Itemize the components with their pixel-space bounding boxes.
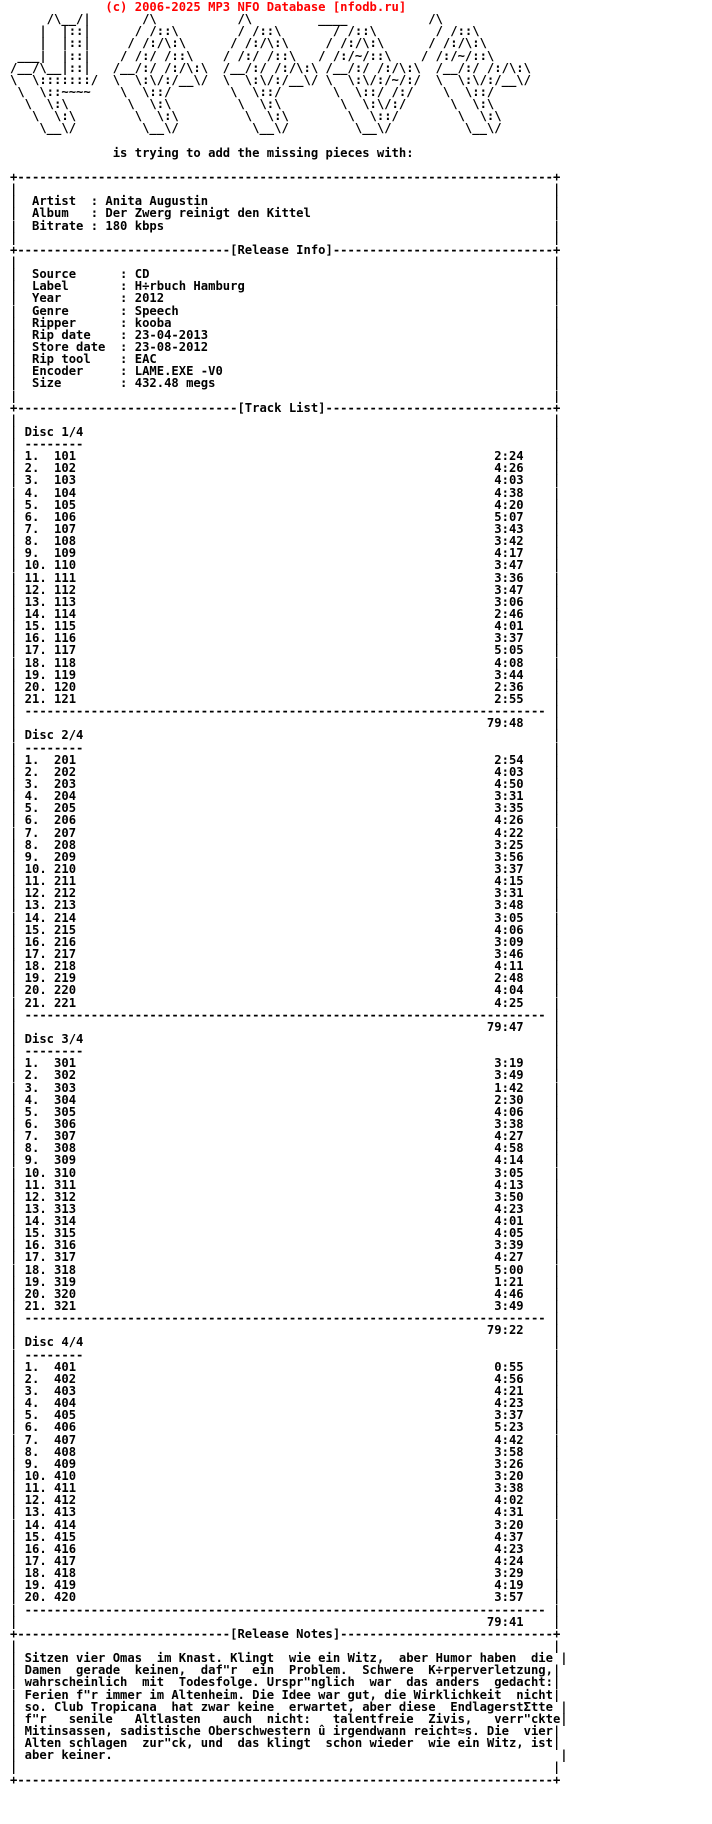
ascii-art-line: \ \::~~~~ \ \::/ \ \::/ \ \::/ /:/ \ \::/ (10, 84, 495, 99)
nfo-line: | Year : 2012 | (10, 291, 561, 306)
nfo-line: | 8. 408 3:58 | (10, 1444, 561, 1459)
nfo-line: | 3. 203 4:50 | (10, 777, 561, 791)
nfo-line: | Size : 432.48 megs | (10, 376, 561, 391)
nfo-line: | 11. 211 4:15 | (10, 874, 561, 889)
nfo-line: | aber keiner. | (10, 1748, 568, 1763)
nfo-line: | 9. 209 3:56 | (10, 849, 561, 864)
nfo-line: | 9. 409 3:26 | (10, 1456, 561, 1471)
nfo-document (10, 1, 568, 1786)
nfo-line: | 16. 416 4:23 | (10, 1541, 561, 1556)
nfo-line: | Artist : Anita Augustin | (10, 194, 561, 209)
nfo-line: | 79:47 | (10, 1019, 561, 1034)
ascii-art-line: /\__/| /\ /\ ____ /\ (10, 12, 443, 27)
nfo-line: | | (10, 1638, 561, 1653)
nfo-line: | Rip tool : EAC | (10, 352, 561, 367)
nfo-line: | 4. 104 4:38 | (10, 485, 561, 500)
nfo-line: | 1. 101 2:24 | (10, 449, 561, 464)
nfo-line: | | (10, 388, 561, 403)
nfo-line: | Disc 1/4 | (10, 424, 561, 439)
nfo-line: | 2. 302 3:49 | (10, 1068, 561, 1083)
nfo-line: | -------- | (10, 1347, 561, 1362)
nfo-line: | 20. 120 2:36 | (10, 679, 561, 694)
nfo-line: | 12. 312 3:50 | (10, 1189, 561, 1204)
nfo-line: | 13. 213 3:48 | (10, 898, 561, 913)
nfo-line: | 20. 420 3:57 | (10, 1590, 561, 1605)
nfo-line: | 4. 404 4:23 | (10, 1396, 561, 1411)
nfo-line: | 11. 111 3:36 | (10, 570, 561, 585)
nfo-line: | 14. 114 2:46 | (10, 607, 561, 622)
nfo-line: | 12. 112 3:47 | (10, 582, 561, 597)
nfo-line: | Album : Der Zwerg reinigt den Kittel | (10, 206, 561, 221)
nfo-line: | 13. 113 3:06 | (10, 594, 561, 609)
nfo-body-text (10, 146, 568, 1787)
nfo-line: | 13. 413 4:31 | (10, 1505, 561, 1520)
nfo-line: | Encoder : LAME.EXE -V0 | (10, 364, 561, 379)
nfo-line: | 5. 205 3:35 | (10, 801, 561, 816)
nfo-line: | 5. 405 3:37 | (10, 1408, 561, 1423)
nfo-line: | 19. 119 3:44 | (10, 667, 561, 682)
nfo-line: | 19. 419 4:19 | (10, 1578, 561, 1593)
nfo-line: | 8. 108 3:42 | (10, 534, 561, 549)
nfo-line: +-------------------------------------------------------------------------+ (10, 169, 561, 184)
nfo-line: | 9. 309 4:14 | (10, 1153, 561, 1168)
nfo-line: | | (10, 254, 561, 269)
nfo-line: | 9. 109 4:17 | (10, 546, 561, 561)
ascii-art-line: \__\/ \__\/ \__\/ \__\/ \__\/ (10, 121, 502, 136)
nfo-line: | 16. 216 3:09 | (10, 934, 561, 949)
nfo-line: | 13. 313 4:23 | (10, 1201, 561, 1216)
nfo-line: | 17. 317 4:27 | (10, 1250, 561, 1265)
nfo-line: | 6. 306 3:38 | (10, 1116, 561, 1131)
nfo-line: | Disc 4/4 | (10, 1335, 561, 1350)
nfo-line: | 79:48 | (10, 716, 561, 731)
nfo-line: | 15. 415 4:37 | (10, 1529, 561, 1544)
nfo-line: | 10. 410 3:20 | (10, 1469, 561, 1484)
nfo-line: | 12. 412 4:02 | (10, 1493, 561, 1508)
nfo-line: | ----------------------------------------------------------------------- | (10, 704, 561, 719)
nfo-line: | Store date : 23-08-2012 | (10, 339, 561, 354)
nfo-line: | 79:22 | (10, 1323, 561, 1338)
nfo-line: | Sitzen vier Omas im Knast. Klingt wie ein Witz, aber Humor haben die | (10, 1651, 568, 1666)
nfo-line: | Ferien f"r immer im Altenheim. Die Idee war gut, die Wirklichkeit nicht| (10, 1687, 561, 1702)
nfo-line: | | (10, 1760, 561, 1775)
nfo-line: +-----------------------------[Release Info]------------------------------+ (10, 242, 561, 257)
nfo-line: | 18. 118 4:08 | (10, 655, 561, 670)
nfo-line: | 21. 221 4:25 | (10, 995, 561, 1010)
nfo-line: | | (10, 230, 561, 245)
ascii-art-line: \ \:::::::/ \ \:\/:/__\/ \ \:\/:/__\/ \ \:\/:/~/:/ \ \:\/:/__\/ (10, 72, 531, 87)
nfo-line: | 15. 115 4:01 | (10, 619, 561, 634)
nfo-line: | 20. 220 4:04 | (10, 983, 561, 998)
nfo-line: | 21. 321 3:49 | (10, 1299, 561, 1314)
nfo-line: | 18. 318 5:00 | (10, 1262, 561, 1277)
nfo-line: | -------- | (10, 1044, 561, 1059)
nfo-line: | 1. 201 2:54 | (10, 752, 561, 767)
nfo-line: | 3. 303 1:42 | (10, 1080, 561, 1095)
nfo-line: | 15. 315 4:05 | (10, 1226, 561, 1241)
nfo-line: | | (10, 182, 561, 197)
nfo-line: | 17. 217 3:46 | (10, 946, 561, 961)
ascii-art-line: | |::| / /:/\:\ / /:/\:\ / /:/\:\ / /:/\:\ (10, 36, 487, 51)
nfo-line: | 14. 214 3:05 | (10, 910, 561, 925)
nfo-line: | 2. 202 4:03 | (10, 764, 561, 779)
nfo-line: | 8. 208 3:25 | (10, 837, 561, 852)
nfo-line: | ----------------------------------------------------------------------- | (10, 1602, 561, 1617)
nfo-line: | | (10, 412, 561, 427)
nfo-line: | Disc 3/4 | (10, 1031, 561, 1046)
nfo-line: | ----------------------------------------------------------------------- | (10, 1007, 561, 1022)
nfo-line: | 19. 319 1:21 | (10, 1274, 561, 1289)
nfo-line: | 16. 116 3:37 | (10, 631, 561, 646)
ascii-art-line: ___| |::| / /:/ /::\ / /:/ /::\ / /:/~/::\ / /:/~/::\ (10, 48, 495, 63)
nfo-line: | 79:41 | (10, 1614, 561, 1629)
nfo-line: | Disc 2/4 | (10, 728, 561, 743)
nfo-line: | Mitinsassen, sadistische Oberschwestern û irgendwann reicht≈s. Die vier| (10, 1723, 561, 1738)
nfo-line: | 18. 218 4:11 | (10, 959, 561, 974)
nfodb-copyright-header: (c) 2006-2025 MP3 NFO Database [nfodb.ru] (10, 0, 407, 14)
nfo-line: | 20. 320 4:46 | (10, 1286, 561, 1301)
nfo-line: | 17. 417 4:24 | (10, 1554, 561, 1568)
nfo-line: | 12. 212 3:31 | (10, 886, 561, 901)
nfo-line: +-----------------------------[Release Notes]-----------------------------+ (10, 1626, 561, 1641)
nfo-line: +-------------------------------------------------------------------------+ (10, 1772, 561, 1787)
nfo-line: | 10. 210 3:37 | (10, 861, 561, 876)
nfo-line: is trying to add the missing pieces with: (10, 145, 414, 160)
nfo-line: | 14. 314 4:01 | (10, 1214, 561, 1229)
nfo-line: | 14. 414 3:20 | (10, 1517, 561, 1532)
nfo-line: | 3. 103 4:03 | (10, 473, 561, 488)
ascii-art-line: \ \:\ \ \:\ \ \:\ \ \::/ \ \:\ (10, 109, 502, 124)
nfo-line: | -------- | (10, 437, 561, 452)
nfo-line: | 11. 411 3:38 | (10, 1481, 561, 1496)
nfo-line: | f"r senile Altlasten auch nicht: talentfreie Zivis, verr"ckte| (10, 1711, 568, 1726)
nfo-line: | 10. 310 3:05 | (10, 1165, 561, 1180)
nfo-line: | 2. 402 4:56 | (10, 1371, 561, 1386)
nfo-line: | 19. 219 2:48 | (10, 971, 561, 986)
nfo-line: | Damen gerade keinen, daf"r ein Problem. Schwere K÷rperverletzung,| (10, 1663, 561, 1678)
nfo-line: | Genre : Speech | (10, 303, 561, 318)
nfo-line: | 7. 107 3:43 | (10, 522, 561, 537)
nfo-line: | 7. 407 4:42 | (10, 1432, 561, 1447)
nfo-line: | 7. 207 4:22 | (10, 825, 561, 840)
nfo-line: | 7. 307 4:27 | (10, 1129, 561, 1144)
nfo-line: | 4. 204 3:31 | (10, 789, 561, 804)
nfo-line: | 4. 304 2:30 | (10, 1092, 561, 1107)
nfo-line: +------------------------------[Track List]-------------------------------+ (10, 400, 561, 415)
nfo-line: | 8. 308 4:58 | (10, 1141, 561, 1156)
ascii-art-line: \ \:\ \ \:\ \ \:\ \ \:\/:/ \ \:\ (10, 97, 495, 112)
nfo-line: | 1. 401 0:55 | (10, 1359, 561, 1374)
ascii-art-logo (10, 12, 531, 135)
nfo-line: | 18. 418 3:29 | (10, 1566, 561, 1581)
ascii-art-line: | |::| / /::\ / /::\ / /::\ / /::\ (10, 24, 480, 39)
nfo-line: | 17. 117 5:05 | (10, 643, 561, 658)
nfo-line: | Bitrate : 180 kbps | (10, 218, 561, 233)
nfo-line: | 6. 106 5:07 | (10, 509, 561, 524)
nfo-line: | 15. 215 4:06 | (10, 922, 561, 937)
nfo-line: | Alten schlagen zur"ck, und das klingt schon wieder wie ein Witz, ist| (10, 1736, 561, 1751)
nfo-line: | 5. 105 4:20 | (10, 497, 561, 512)
nfo-line: | 1. 301 3:19 | (10, 1056, 561, 1071)
nfo-line: | Ripper : kooba | (10, 315, 561, 330)
nfo-line: | 6. 206 4:26 | (10, 813, 561, 828)
nfo-line: | 2. 102 4:26 | (10, 461, 561, 476)
nfo-line: | so. Club Tropicana hat zwar keine erwartet, aber diese EndlagerstΣtte | (10, 1699, 568, 1714)
nfo-line: | 5. 305 4:06 | (10, 1104, 561, 1119)
nfo-line: | 11. 311 4:13 | (10, 1177, 561, 1192)
nfo-line: | wahrscheinlich mit Todesfolge. Urspr"nglich war das anders gedacht:| (10, 1675, 561, 1690)
nfo-line: | 3. 403 4:21 | (10, 1384, 561, 1399)
nfo-line: | -------- | (10, 740, 561, 755)
nfo-line: | Source : CD | (10, 267, 561, 282)
ascii-art-line: /__/\__|::| /__/:/ /:/\:\ /__/:/ /:/\:\ /__/:/ /:/\:\ /__/:/ /:/\:\ (10, 60, 531, 75)
nfo-line: | 21. 121 2:55 | (10, 692, 561, 707)
nfo-line: | 6. 406 5:23 | (10, 1420, 561, 1435)
nfo-line: | Label : H÷rbuch Hamburg | (10, 279, 561, 294)
nfo-line: | 16. 316 3:39 | (10, 1238, 561, 1253)
nfo-line: | Rip date : 23-04-2013 | (10, 327, 561, 342)
nfo-line: | ----------------------------------------------------------------------- | (10, 1311, 561, 1326)
nfo-line: | 10. 110 3:47 | (10, 558, 561, 573)
